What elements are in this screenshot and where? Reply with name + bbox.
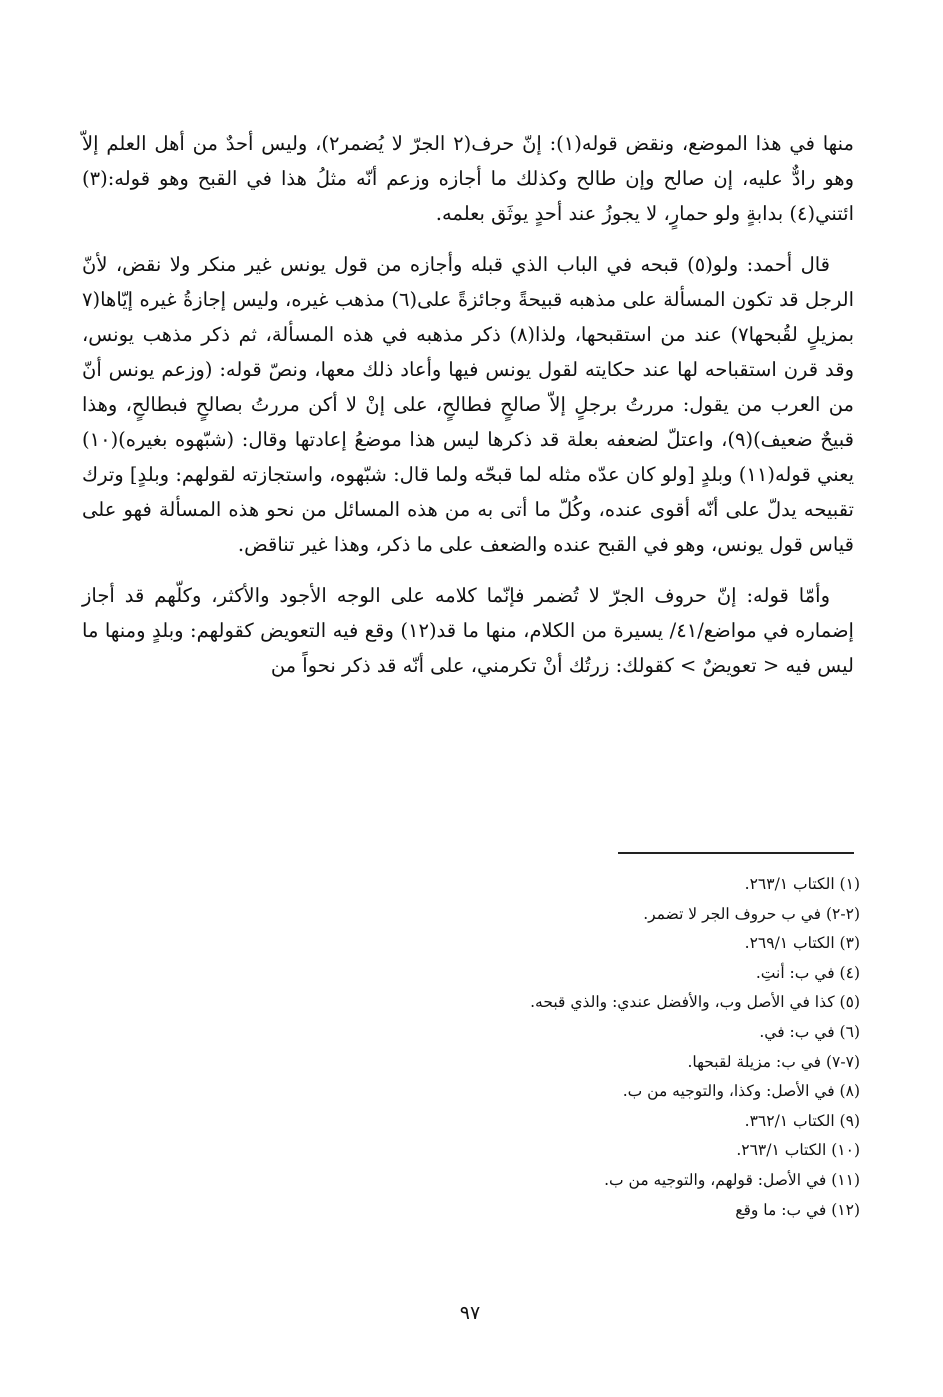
footnote-separator [618,852,854,854]
footnote-12: (١٢) في ب: ما وقع [735,1200,860,1219]
footnote-2: (٢-٢) في ب حروف الجر لا تضمر. [643,904,860,923]
footnote-4: (٤) في ب: أنتِ. [755,963,860,982]
footnote-6: (٦) في ب: في. [759,1022,860,1041]
page-number: ٩٧ [459,1302,481,1324]
footnote-8: (٨) في الأصل: وكذا، والتوجيه من ب. [622,1082,860,1101]
footnote-7: (٧-٧) في ب: مزيلة لقبحها. [687,1052,860,1071]
footnote-1: (١) الكتاب ٢٦٣/١. [744,875,860,893]
footnote-5: (٥) كذا في الأصل وب، والأفضل عندي: والذي قبحه. [530,993,860,1012]
paragraph-1: منها في هذا الموضع، ونقض قوله(١): إنّ حرف(٢ الجرّ لا يُضمر٢)، وليس أحدٌ من أهل العلم إلاّ وهو رادٌّ عليه، إن صالح وإن طالح وكذلك ما أجازه وزعم أنّه مثلُ هذا في القبح وهو قوله:(٣) ائتني(٤) بدابةٍ ولو حمارٍ، لا يجوزُ عند أحدٍ يوثَق بعلمه. [82,132,855,225]
main-text [82,126,854,699]
footnote-11: (١١) في الأصل: قولهم، والتوجيه من ب. [604,1170,860,1189]
paragraph-3: وأمّا قوله: إنّ حروف الجرّ لا تُضمر فإنّما كلامه على الوجه الأجود والأكثر، وكلّهم قد أجاز إضماره في مواضع/٤١/ يسيرة من الكلام، منها ما قد(١٢) وقع فيه التعويض كقولهم: وبلدٍ ومنها ما ليس فيه < تعويضٌ > كقولك: زرتُك أنْ تكرمني، على أنّه قد ذكر نحواً من [82,584,854,677]
footnote-3: (٣) الكتاب ٢٦٩/١. [744,934,860,953]
paragraph-2: قال أحمد: ولو(٥) قبحه في الباب الذي قبله وأجازه من قول يونس غير منكر ولا نقض، لأنّ الرجل قد تكون المسألة على مذهبه قبيحةً وجائزةً على(٦) مذهب غيره، وليس إجازةُ غيره إيّاها(٧ بمزيلٍ لقُبحها٧) عند من استقبحها، ولذا(٨) ذكر مذهبه في هذه المسألة، ثم ذكر مذهب يونس، وقد قرن استقباحه لها عند حكايته لقول يونس فيها وأعاد ذلك معها، ونصّ قوله: (وزعم يونس أنّ من العرب من يقول: مررتُ برجلٍ إلاّ صالحٍ فطالحٍ، على إنْ لا أكن مررتُ بصالحٍ فبطالحٍ، وهذا قبيحٌ ضعيف)(٩)، واعتلّ لضعفه بعلة قد ذكرها ليس هذا موضعُ إعادتها وقال: (شبّهوه بغيره)(١٠) يعني قوله(١١) وبلدٍ [ولو كان عدّه مثله لما قبحّه ولما قال: شبّهوه، واستجازته لقولهم: وبلدٍ] وترك تقبيحه يدلّ على أنّه أقوى عنده، وكُلّ ما أتى به من هذه المسائل من نحو هذه المسألة فهو على قياس قول يونس، وهو في القبح عنده والضعف على ما ذكر، وهذا غير تناقض. [82,253,855,556]
footnote-9: (٩) الكتاب ٣٦٢/١. [744,1111,860,1130]
footnotes-list [82,870,860,1225]
footnote-10: (١٠) الكتاب ٢٦٣/١. [736,1141,860,1160]
